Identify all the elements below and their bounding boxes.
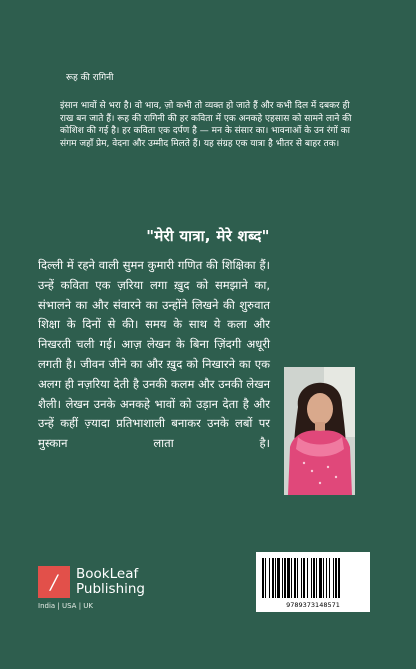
isbn-barcode [256,552,370,612]
barcode-bar [311,558,312,598]
barcode-bar [333,558,334,598]
author-photo [284,367,355,495]
barcode-bar [262,558,264,598]
barcode-bar [275,558,276,598]
barcode-bar [282,558,283,598]
publisher-name [76,567,145,597]
isbn-number: 9789373148571 [286,601,340,609]
barcode-bar [323,558,324,598]
barcode-bar [284,558,286,598]
book-subtitle: "मेरी यात्रा, मेरे शब्द" [146,227,270,245]
barcode-bar [287,558,290,598]
publisher-logo [38,566,145,598]
barcode-bar [291,558,292,598]
publisher-name-line2: Publishing [76,581,145,597]
barcode-bar [297,558,298,598]
barcode-bar [326,558,327,598]
barcode-bar [316,558,317,598]
book-title: रूह की रागिनी [66,73,114,83]
barcode-bar [265,558,266,598]
logo-glyph: / [50,570,58,594]
barcode-bar [313,558,315,598]
barcode-bar [301,558,302,598]
barcode-bar [319,558,322,598]
barcode-bar [329,558,330,598]
barcode-bar [269,558,270,598]
author-bio: दिल्ली में रहने वाली सुमन कुमारी गणित की शिक्षिका हैं। उन्हें कविता एक ज़रिया लगा ख़ुद को समझाने का, संभालने का और संवारने का उन्होंने लिखने की शुरुवात शिक्षा के दिनों से की। समय के साथ ये कला और निखरती चली गई। आज़ लेखन के बिना ज़िंदगी अधूरी लगती है। जीवन जीने का और ख़ुद को निखारने का एक अलग ही नज़रिया देती है उनकी कलम और उनकी लेखन शैली। लेखन उनके अनकहे भावों को उड़ान देता है और उन्हें कहीं ज़्यादा प्रतिभाशाली बनाकर उनके लबों पर मुस्कान लाता है। [38,258,270,451]
barcode-bar [307,558,308,598]
barcode-bar [294,558,296,598]
publisher-name-line1: BookLeaf [76,566,139,582]
barcode-bar [272,558,274,598]
barcode-bar [277,558,280,598]
barcode-bar [303,558,305,598]
barcode-bar [335,558,337,598]
barcode-bar [338,558,340,598]
book-blurb: इंसान भावों से भरा है। वो भाव, ज़ो कभी तो व्यक्त हो जाते हैं और कभी दिल में दबकर ही राख बन जाते हैं। रूह की रागिनी की हर कविता में एक अनकहे एहसास को सामने लाने की कोशिश की गई है। हर कविता एक दर्पण है — मन के संसार का। भावनाओं के उन रंगों का संगम जहाँ प्रेम, वेदना और उम्मीद मिलते हैं। यह संग्रह एक यात्रा है भीतर से बाहर तक। [60,101,352,149]
barcode-icon [261,558,365,598]
publisher-regions: India | USA | UK [38,602,93,610]
bookleaf-logo-icon [38,566,70,598]
